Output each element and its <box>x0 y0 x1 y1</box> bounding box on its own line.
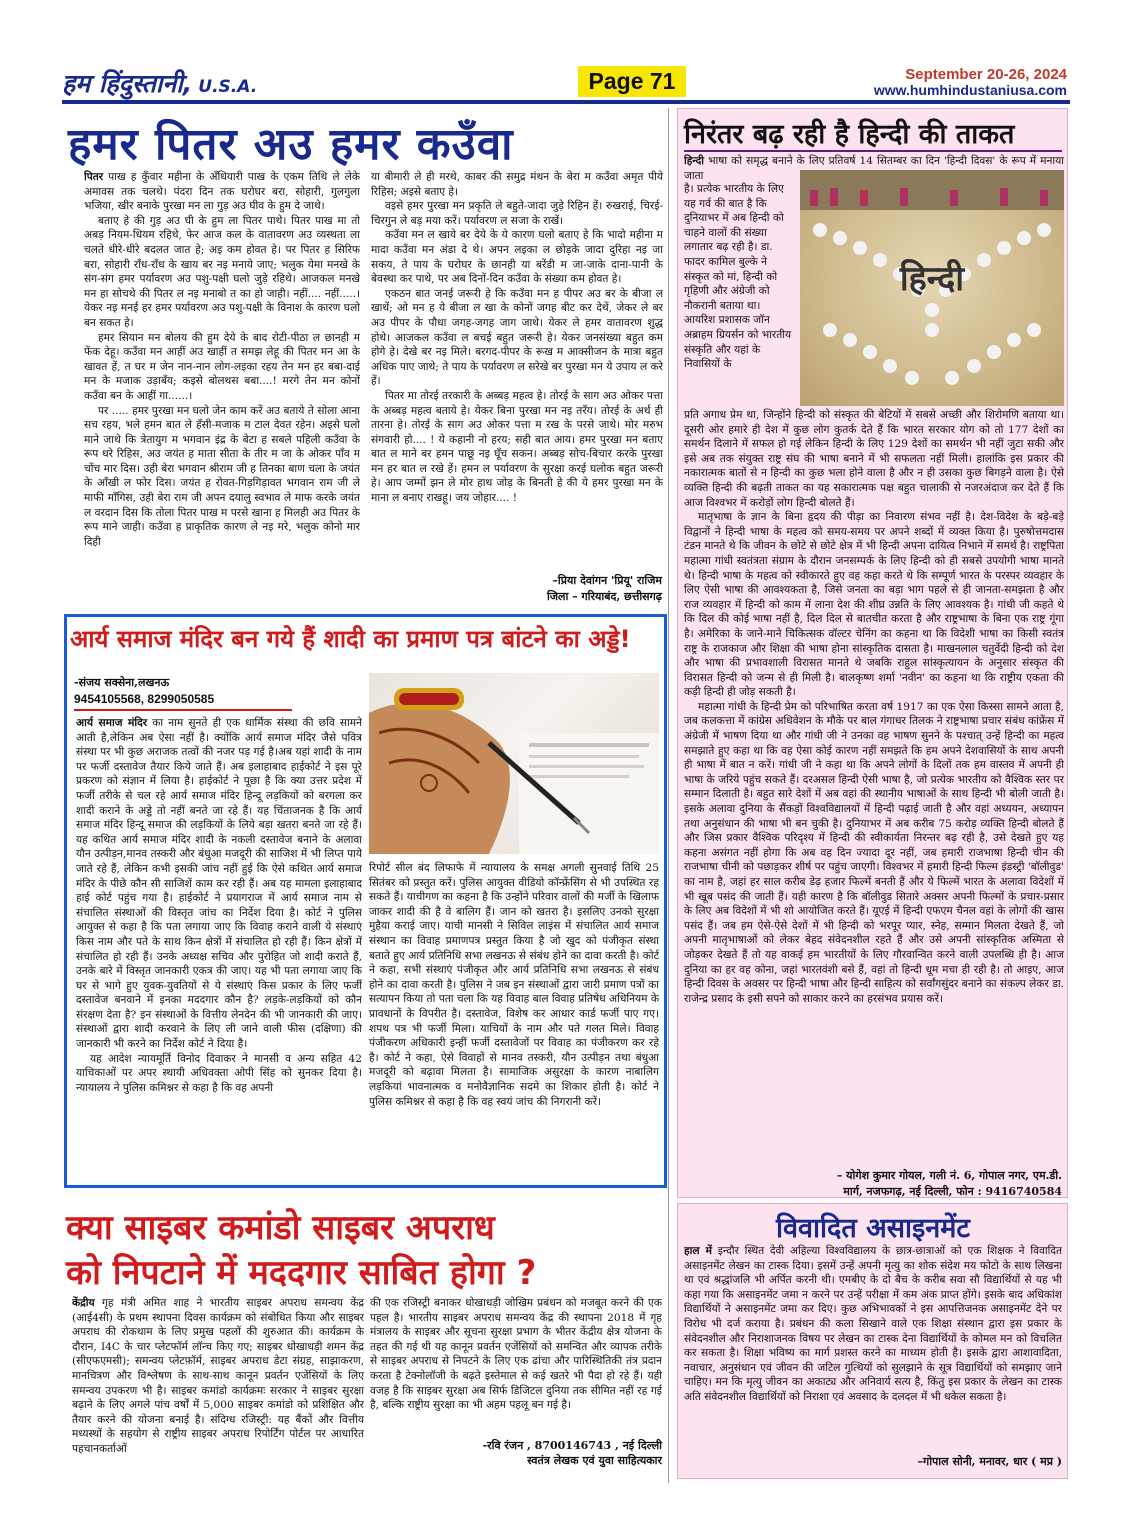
article-pitar-column-2 <box>371 170 663 570</box>
author-byline: – योगेश कुमार गोयल, गली नं. 6, गोपाल नगर, एम.डी. <box>836 1169 1062 1182</box>
article-cyber-column-1 <box>72 1296 364 1468</box>
author-byline: –गोपाल सोनी, मनावर, धार ( मप्र ) <box>917 1455 1062 1468</box>
lead-word: पितर <box>84 171 104 183</box>
article-cyber-column-2 <box>370 1296 662 1438</box>
wedding-photo <box>369 673 659 854</box>
article-hindi-title: निरंतर बढ़ रही है हिन्दी की ताकत <box>684 119 1015 150</box>
masthead-name <box>62 66 257 100</box>
paragraph: पितर मा तोरई तरकारी के अब्बड़ महत्व हे। तोरई के साग अउ ओकर पत्ता के अब्बड़ महत्व बताये हे। येकर बिना पुरखा मन नइ तरँय। तोरई के अर्थ ही तारना हे। तोरई के साग अउ ओकर पत्ता म रख के परसे जाथे। मोर मरुभ संगवारी हो.... ! ये कहानी नो हरय; सही बात आय। हमर पुरखा मन बताए बात ल माने बर हमन पाछू नइ घूँच सकन। अब्बड़ सोच-बिचार करके पुरखा मन हर बात ल रखे हें। हमन ल पर्यावरण के सुरक्षा करई घलोक बहुत जरूरी हे। आप जम्मों झन ले मोर हाथ जोड़ के बिनती हे की ये हमर पुरखा मन के माना ल बनाए राखहू। जय जोहार.... ! <box>371 389 663 505</box>
paragraph: बताए हे की गुड़ अउ घी के हुम ला पितर पाथे। पितर पाख मा तो अबड़ नियम-धियम रहिथे, फेर आज कल के वातावरण अउ व्यस्थता ला चलते धीरे-धीरे बदलत जात हे; अइ कम होवत हे। पर पितर ह सिरिफ बरा, सोहारी राँध-राँध के खाय बर नइ मनाये जाए; भलुक येमा मनखे के संग-संग हमर पर्यावरण अउ पशु-पक्षी घलो जुड़े रहिथे। आजकल मनखे मन हा सोचथे की पितर ल नइ मनाबो त का हो जाही। नहीं.... नहीं.....। येकर नइ मनई हर हमर पर्यावरण अउ पशु-पक्षी के विनाश के कारण घलो बन सकत हे। <box>84 214 360 329</box>
paragraph: यह आदेश न्यायमूर्ति विनोद दिवाकर ने मानसी व अन्य सहित 42 याचिकाओं पर अपर स्थायी अधिवक्ता ओपी सिंह को सुनकर दिया है। न्यायालय ने पुलिस कमिश्नर से कहा है कि वह अपनी <box>76 1052 362 1094</box>
paragraph-text: गृह मंत्री अमित शाह ने भारतीय साइबर अपराध समन्वय केंद्र (आई4सी) के प्रथम स्थापना दिवस कार्यक्रम को संबोधित किया और साइबर अपराध की रोकथाम के लिए प्रमुख पहलों की शुरुआत की। कार्यक्रम के दौरान, I4C के चार प्लेटफॉर्म लॉन्च किए गए; साइबर धोखाधड़ी शमन केंद्र (सीएफएमसी); समन्वय प्लेटफ़ॉर्म, साइबर अपराध डेटा संग्रह, साझाकरण, मानचित्रण और विश्लेषण के साथ-साथ कानून प्रवर्तन एजेंसियों के लिए समन्वय उपकरण भी है। साइबर कमांडो कार्यक्रमः सरकार ने साइबर सुरक्षा बढ़ाने के लिए अगले पांच वर्षों में 5,000 साइबर कमांडो को प्रशिक्षित और तैयार करने की योजना बनाई है। संदिग्ध रजिस्ट्री: यह बैंकों और वित्तीय मध्यस्थों के सहयोग से राष्ट्रीय साइबर अपराध रिपोर्टिंग पोर्टल पर आधारित पहचानकर्ताओं <box>72 1297 364 1455</box>
website-link[interactable]: www.humhindustaniusa.com <box>873 82 1067 98</box>
author-phone: 9454105568, 8299050585 <box>74 692 215 706</box>
paragraph: प्रति अगाध प्रेम था, जिन्होंने हिन्दी को संस्कृत की बेटियों में सबसे अच्छी और शिरोमणि बताया था। दूसरी ओर हमारे ही देश में कुछ लोग कुतर्क देते हैं कि भारत सरकार योग को तो 177 देशों का समर्थन दिलाने में सफल हो गई लेकिन हिन्दी के लिए 129 देशों का समर्थन भी नहीं जुटा सकी और इसे अब तक संयुक्त राष्ट्र संघ की भाषा बनाने में भी सफलता नहीं मिली। हालांकि इस प्रकार की नकारात्मक बातों से न हिन्दी का कुछ भला होने वाला है और न ही उसका कुछ बिगड़ने वाला है। ऐसे व्यक्ति हिन्दी की बढ़ती ताकत का यह सकारात्मक पक्ष बहुत चालाकी से नजरअंदाज कर देते हैं कि आज विश्वभर में करोड़ों लोग हिन्दी बोलते हैं। <box>684 409 1064 509</box>
paragraph <box>684 1244 1062 1405</box>
author-byline: -रवि रंजन , 8700146743 , नई दिल्ली <box>482 1439 662 1452</box>
paragraph: महात्मा गांधी के हिन्दी प्रेम को परिभाषित करता वर्ष 1917 का एक ऐसा किस्सा सामने आता है, जब कलकत्ता में कांग्रेस अधिवेशन के मौके पर बाल गंगाधर तिलक ने राष्ट्रभाषा प्रचार संबंध कांफ्रेंस में अंग्रेजी में भाषण दिया था और गांधी जी ने उनका वह भाषण सुनने के पश्चात् उन्हें हिन्दी का महत्व समझाते हुए कहा था कि वह ऐसा कोई कारण नहीं समझते कि हम अपने देशवासियों के साथ अपनी ही भाषा में बात न करें। गांधी जी ने कहा था कि अपने लोगों के दिलों तक हम वास्तव में अपनी ही भाषा के जरिये पहुंच सकते हैं। दरअसल हिन्दी ऐसी भाषा है, जो प्रत्येक भारतीय को वैश्विक स्तर पर सम्मान दिलाती है। बहुत सारे देशों में अब वहां की स्थानीय भाषाओं के साथ हिन्दी भी बोली जाती है। इसके अलावा दुनिया के सैंकड़ों विश्वविद्यालयों में हिन्दी पढ़ाई जाती है और वहां अध्ययन, अध्यापन तथा अनुसंधान की भाषा भी बन चुकी है। दुनियाभर में अब करीब 75 करोड़ व्यक्ति हिन्दी बोलते हैं और जिस प्रकार वैश्विक परिदृश्य में हिन्दी की स्वीकार्यता निरन्तर बढ़ रही है, उसे देखते हुए यह कहना असंगत नहीं होगा कि अब वह दिन ज्यादा दूर नहीं, जब हमारी राजभाषा हिन्दी चीन की राजभाषा चीनी को पछाड़कर शीर्ष पर पहुंच जाएगी। विश्वभर में हमारी हिन्दी फिल्म इंडस्ट्री 'बॉलीवुड' का नाम है, जहां हर साल करीब डेढ़ हजार फिल्में बनती हैं और ये फिल्में भारत के अलावा विदेशों में भी खूब पसंद की जाती हैं। यही कारण है कि बॉलीवुड सितारे अक्सर अपनी फिल्मों के प्रचार-प्रसार के लिए अब विदेशों में भी शो आयोजित करते हैं। यूएई में हिन्दी एफएम चैनल वहां के लोगों की खास पसंद हैं। जब हम ऐसे-ऐसे देशों में भी हिन्दी को भरपूर प्यार, स्नेह, सम्मान मिलता देखते हैं, जो अपनी मातृभाषाओं को लेकर बेहद संवेदनशील रहते हैं और उसे अपनी सांस्कृतिक अस्मिता से जोड़कर देखते हैं तो यह वाकई हम भारतीयों के लिए गौरवान्वित करने वाली उपलब्धि ही है। आज दुनिया का हर वह कोना, जहां भारतवंशी बसे हैं, वहां तो हिन्दी धूम मचा ही रही है। तो आइए, आज हिन्दी दिवस के अवसर पर हिन्दी भाषा और हिन्दी साहित्य को सर्वांगसुंदर बनाने का संकल्प लेकर डा. राजेन्द्र प्रसाद के इसी सपने को साकार करने का हरसंभव प्रयास करें। <box>684 700 1064 1005</box>
author-underline <box>74 709 292 711</box>
page-number: Page 71 <box>578 66 686 97</box>
lead-word: आर्य समाज मंदिर <box>76 717 148 729</box>
students-formation-illustration <box>800 170 1064 406</box>
hindi-day-photo <box>800 170 1064 406</box>
article-hindi-body <box>684 408 1064 1164</box>
lead-word: हिन्दी <box>684 155 705 167</box>
title-underline <box>684 150 1062 152</box>
paragraph-text: इन्दौर स्थित देवी अहिल्या विश्वविद्यालय के छात्र-छात्राओं को एक शिक्षक ने विवादित असाइनमेंट लेखन का टास्क दिया। इसमें उन्हें अपनी मृत्यु का शोक संदेश मय फोटो के साथ लिखना था एवं श्रद्धांजलि भी अर्पित करनी थी। एमबीए के दो बैच के करीब सवा सौ विद्यार्थियों से यह भी कहा गया कि असाइनमेंट जमा न करने पर उन्हें परीक्षा में कम अंक प्राप्त होंगे। इसके बाद अधिकांश विद्यार्थियों ने असाइनमेंट जमा कर दिए। कुछ अभिभावकों ने इस आपत्तिजनक असाइनमेंट देने पर विरोध भी दर्ज कराया है। प्रबंधन की कला सिखाने वाले एक शिक्षा संस्थान द्वारा इस प्रकार के संवेदनशील और निराशाजनक विषय पर लेखन का टास्क देना विद्यार्थियों के कोमल मन को विचलित कर सकता है। शिक्षा भविष्य का मार्ग प्रशस्त करने का माध्यम होती है। इसके द्वारा आशावादिता, नवाचार, अनुसंधान एवं जीवन की जटिल गुत्थियों को सुलझाने के सूत्र विद्यार्थियों को समझाए जाने चाहिए। मन कि मृत्यु जीवन का अकाट्य और अनिवार्य सत्य है, किंतु इस प्रकार के लेखन का टास्क अति संवेदनशील विद्यार्थियों को निराशा एवं अवसाद के दलदल में भी धकेल सकता है। <box>684 1245 1062 1403</box>
paragraph: रिपोर्ट सील बंद लिफाफे में न्यायालय के समक्ष अगली सुनवाई तिथि 25 सितंबर को प्रस्तुत करें। पुलिस आयुक्त वीडियो कॉन्फ्रेंसिंग से भी उपस्थित रह सकते हैं। याचीगण का कहना है कि उन्होंने परिवार वालों की मर्जी के खिलाफ जाकर शादी की है वे बालिग हैं। जान को खतरा है। इसलिए उनको सुरक्षा मुहैया कराई जाए। याची मानसी ने सिविल लाइंस में संचालित आर्य समाज संस्थान का विवाह प्रमाणपत्र प्रस्तुत किया है जो खुद को पंजीकृत संस्था बताते हुए आर्य प्रतिनिधि सभा लखनऊ से संबंध होने का दावा करती है। कोर्ट ने कहा, सभी संस्थाएं पंजीकृत और आर्य प्रतिनिधि सभा लखनऊ से संबंध होने का दावा करती है। पुलिस ने जब इन संस्थाओं द्वारा जारी प्रमाण पत्रों का सत्यापन किया तो पता चला कि यह विवाह बाल विवाह प्रतिषेध अधिनियम के प्रावधानों के विपरीत है। दस्तावेज, विशेष कर आधार कार्ड फर्जी पाए गए। शपथ पत्र भी फर्जी मिला। याचियों के नाम और पते गलत मिले। विवाह पंजीकरण अधिकारी इन्हीं फर्जी दस्तावेजों पर विवाह का पंजीकरण कर रहे है। कोर्ट ने कहा, ऐसे विवाहों से मानव तस्करी, यौन उत्पीड़न तथा बंधुआ मजदूरी को बढ़ावा मिलता है। सामाजिक असुरक्षा के कारण नाबालिग लड़कियां भावनात्मक व मनोवैज्ञानिक सदमे का शिकार होती है। कोर्ट ने पुलिस कमिश्नर से कहा है कि वह स्वयं जांच की निगरानी करें। <box>369 862 659 1108</box>
paragraph-text: भाषा को समृद्ध बनाने के लिए प्रतिवर्ष 14 सितम्बर का दिन 'हिन्दी दिवस' के रूप में मनाया जाता <box>684 155 1064 182</box>
article-arya-samaj-column-1 <box>76 716 362 1182</box>
article-assignment-title: विवादित असाइनमेंट <box>776 1213 970 1244</box>
paragraph: पर ..... हमर पुरखा मन घलो जेन काम करें अउ बताये ते सोला आना सच रहय, भले हमन बात ले हँसी-मजाक म टाल देवत रहेन। अइसे घलो माने जाथे कि त्रेतायुग म भगवान इंद्र के बेटा ह सबले पहिली कउँवा के रूप धरे रिहिस, अउ जयंत ह माता सीता के तीर म जा के ओकर पाँव म चोंच मार दिस। उही बेरा भगवान श्रीराम जी ह तिनका बाण चला के जयंत के आँखी ल फोर दिस। जयंत ह रोवत-गिड़गिड़ावत भगवान राम जी ले माफी माँगिस, उही बेरा राम जी अपन दयालु स्वभाव ले माफ करके जयंत ल वरदान दिस कि तोला पितर पाख म परसे खाना ह मिलही अउ पितर के रूप माने जाही। कउँवा ह प्राकृतिक कारण ले नइ मरे, भलुक कोनो मार दिही <box>84 404 360 548</box>
article-arya-samaj-column-2 <box>369 861 659 1183</box>
article-assignment-body <box>684 1244 1062 1454</box>
lead-word: हाल में <box>684 1245 712 1257</box>
wedding-hands-illustration <box>369 673 659 854</box>
article-hindi-wrap-text <box>684 182 794 408</box>
paragraph: मातृभाषा के ज्ञान के बिना हृदय की पीड़ा का निवारण संभव नहीं है। देश-विदेश के बड़े-बड़े विद्वानों ने हिन्दी भाषा के महत्व को समय-समय पर अपने शब्दों में व्यक्त किया है। पुरुषोत्तमदास टंडन मानते थे कि जीवन के छोटे से छोटे क्षेत्र में भी हिन्दी अपना दायित्व निभाने में समर्थ है। राष्ट्रपिता महात्मा गांधी स्वतंत्रता संग्राम के दौरान जनसम्पर्क के लिए हिन्दी को ही सबसे उपयोगी भाषा मानते थे। हिन्दी भाषा के महत्व को स्वीकारते हुए वह कहा करते थे कि सम्पूर्ण भारत के परस्पर व्यवहार के लिए ऐसी भाषा की आवश्यकता है, जिसे जनता का बड़ा भाग पहले से ही जानता-समझता है और राज व्यवहार में हिन्दी को काम में लाना देश की शीघ्र उन्नति के लिए आवश्यक है। गांधी जी कहते थे कि दिल की कोई भाषा नहीं है, दिल दिल से बातचीत करता है और राष्ट्रभाषा के बिना एक राष्ट्र गूंगा है। अमेरिका के जाने-माने चिकित्सक वॉल्टर चेनिंग का कहना था कि विदेशी भाषा का किसी स्वतंत्र राष्ट्र के राजकाज और शिक्षा की भाषा होना सांस्कृतिक दासता है। माखनलाल चतुर्वेदी हिन्दी को देश और भाषा की प्रभावशाली विरासत मानते थे जबकि राहुल सांस्कृत्यायन के अनुसार संस्कृत की विरासत हिन्दी को जन्म से ही मिली है। बालकृष्ण शर्मा 'नवीन' का कहना था कि राष्ट्रीय एकता की कड़ी हिन्दी ही जोड़ सकती है। <box>684 511 1064 699</box>
article-cyber-title-line1: क्या साइबर कमांडो साइबर अपराध <box>66 1208 495 1248</box>
paragraph-text: पाख ह कुँवार महीना के अँधियारी पाख के एकम तिथि ले लेके अमावस तक चलथे। पंदरा दिन तक घरोघर बरा, सोहारी, गुलगुला भजिया, खीर बनाके पुरखा मन ला गुड़ अउ घीव के हुम दे जाथे। <box>84 171 360 213</box>
lead-word: केंद्रीय <box>72 1297 95 1309</box>
paragraph: हमर सियान मन बोलय की हुम देये के बाद रोटी-पीठा ल छानही म फेंक देहू। कउँवा मन आहीं अउ खाहीं त समझ लेहू की पितर मन आ के खावत हें, त घर म जेन नान-नान लोग-लइका रहय तेन मन हर बबा-दाई मन के मजाक उड़ाबँय; कइसे बोलथस बबा....! मरगे तेन मन कोनों कउँवा बन के आहीं गा......। <box>84 331 360 402</box>
article-arya-samaj-title: आर्य समाज मंदिर बन गये हैं शादी का प्रमाण पत्र बांटने का अड्डे! <box>70 625 631 653</box>
article-cyber-title-line2: को निपटाने में मददगार साबित होगा ? <box>66 1253 537 1293</box>
paragraph <box>84 170 360 214</box>
article-pitar-title: हमर पितर अउ हमर कउँवा <box>68 119 514 170</box>
masthead-usa: U.S.A. <box>198 77 258 97</box>
paragraph <box>72 1296 364 1457</box>
paragraph <box>76 716 362 1052</box>
paragraph: है। प्रत्येक भारतीय के लिए यह गर्व की बात है कि दुनियाभर में अब हिन्दी को चाहने वालों की संख्या लगातार बढ़ रही है। डा. फादर कामिल बुल्के ने संस्कृत को मां, हिन्दी को गृहिणी और अंग्रेजी को नौकरानी बताया था। आयरिश प्रशासक जॉन अब्राहम ग्रियर्सन को भारतीय संस्कृति और यहां के निवासियों के <box>684 183 792 371</box>
masthead-title: हम हिंदुस्तानी, <box>62 69 193 98</box>
article-pitar-column-1 <box>84 170 360 608</box>
author-byline: -संजय सक्सेना,लखनऊ <box>74 676 170 689</box>
author-title: स्वतंत्र लेखक एवं युवा साहित्यकार <box>527 1454 662 1467</box>
paragraph: या बीमारी ले ही मरथे, काबर की समुद्र मंथन के बेरा म कउँवा अमृत पीये रिहिस; अइसे बताए हे। <box>371 171 663 198</box>
paragraph: की एक रजिस्ट्री बनाकर धोखाधड़ी जोखिम प्रबंधन को मजबूत करने की एक पहल है। भारतीय साइबर अपराध समन्वय केंद्र की स्थापना 2018 में गृह मंत्रालय के साइबर और सूचना सुरक्षा प्रभाग के भीतर केंद्रीय क्षेत्र योजना के तहत की गई थी यह कानून प्रवर्तन एजेंसियों को समन्वित और व्यापक तरीके से साइबर अपराध से निपटने के लिए एक ढांचा और पारिस्थितिकी तंत्र प्रदान करता है टेक्नोलॉजी के बढ़ते इस्तेमाल से कई खतरे भी पैदा हो रहे हैं। यही वजह है कि साइबर सुरक्षा अब सिर्फ डिजिटल दुनिया तक सीमित नहीं रह गई है, बल्कि राष्ट्रीय सुरक्षा का भी अहम पहलू बन गई है। <box>370 1297 662 1412</box>
paragraph: वइसे हमर पुरखा मन प्रकृति ले बहुते-जादा जुड़े रिहिन हें। रुखराई, चिरई-चिरगुन ले बड़ मया करें। पर्यावरण ल सजा के राखें। <box>371 200 663 227</box>
masthead-rule <box>62 100 1070 104</box>
author-location: जिला – गरियाबंद, छत्तीसगढ़ <box>546 590 662 603</box>
issue-date: September 20-26, 2024 <box>905 66 1067 83</box>
paragraph-text: का नाम सुनते ही एक धार्मिक संस्था की छवि सामने आती है,लेकिन अब ऐसा नहीं है। क्योंकि आर्य समाज मंदिर जैसे पवित्र संस्था पर भी कुछ अराजक तत्वों की नजर पड़ गई है।अब यहां शादी के नाम पर फर्जी दस्तावेज तैयार किये जाते हैं। अब इलाहाबाद हाईकोर्ट ने इस पूरे प्रकरण को संज्ञान में लिया है। हाईकोर्ट ने पूछा है कि क्या उत्तर प्रदेश में फर्जी तरीके से चल रहे आर्य समाज मंदिर हिन्दू लड़कियों को बरगला कर शादी कराने के अड्डे तो नहीं बनते जा रहे हैं। यह चिंताजनक है कि आर्य समाज मंदिर हिन्दू समाज की लड़कियों के लिये बड़ा खतरा बनते जा रहे हैं। यह कथित आर्य समाज मंदिर शादी के नकली दस्तावेज बनाने के अलावा यौन उत्पीड़न,मानव तस्करी और बंधुआ मजदूरी की साजिश में भी लिप्त पाये जाते रहे हैं, लेकिन कभी इसकी जांच नहीं हुई कि ऐसे कथित आर्य समाज मंदिर के पीछे कौन सी साजिशें काम कर रही हैं। अब यह मामला इलाहाबाद हाई कोर्ट पहुंच गया है। हाईकोर्ट ने प्रयागराज में आर्य समाज नाम से संचालित संस्थाओं की विस्तृत जांच का निर्देश दिया है। कोर्ट ने पुलिस आयुक्त से कहा है कि पता लगाया जाए कि विवाह कराने वाली ये संस्थाएं किस नाम और पते के साथ किन क्षेत्रों में संचालित हो रही हैं। किन क्षेत्रों में संचालित हो रही हैं। उनके अध्यक्ष सचिव और पुरोहित जो शादी कराते हैं, उनके बारे में विस्तृत जानकारी एकत्र की जाए। यह भी पता लगाया जाए कि घर से भागे हुए युवक-युवतियों से ये संस्थाएं किस प्रकार के लिए फर्जी दस्तावेज बनवाने में इनका मददगार कौन है? लड़के-लड़कियों को कौन संरक्षण देता है? इन संस्थाओं के वित्तीय लेनदेन की भी जानकारी की जाए। संस्थाओं द्वारा शादी करवाने के लिए ली जाने वाली फीस (दक्षिणा) की जानकारी भी करने का निर्देश कोर्ट ने दिया है। <box>76 717 362 1051</box>
photo-caption: हिन्दी <box>899 259 965 299</box>
author-byline: –प्रिया देवांगन 'प्रियू' राजिम <box>552 574 662 587</box>
paragraph: कउँवा मन ल खाये बर देये के ये कारण घलो बताए हे कि भादो महीना म मादा कउँवा मन अंडा दे थे। अपन लइका ल छोड़के जादा दुरिहा नइ जा सकय, ते पाय के घरोघर के छानही या बरेंडी म जा-जाके दाना-पानी के बेवस्था कर पाथे, पर अब दिनों-दिन कउँवा के संख्या कम होवत हे। <box>371 229 663 286</box>
paragraph: एकठन बात जनई जरूरी हे कि कउँवा मन ह पीपर अउ बर के बीजा ल खाथें; ओ मन ह ये बीजा ल खा के कोनों जगह बीट कर देथें, जेकर ले बर अउ पीपर के पौधा जगह-जगह जाग जाथे। येकर ले हमर वातावरण शुद्ध होथे। आजकल कउँवा ल बचई बहुत जरूरी हे। येकर जनसंख्या बहुत कम होगे हे। देखे बर नइ मिले। बरगद-पीपर के रूख म आक्सीजन के मात्रा बहुत अधिक पाए जाथे; ते पाय के पर्यावरण ल सरेखे बर पुरखा मन ये उपाय ल करे हें। <box>371 287 663 388</box>
author-address: मार्ग, नजफगढ़, नई दिल्ली, फोन : 9416740584 <box>843 1185 1062 1198</box>
